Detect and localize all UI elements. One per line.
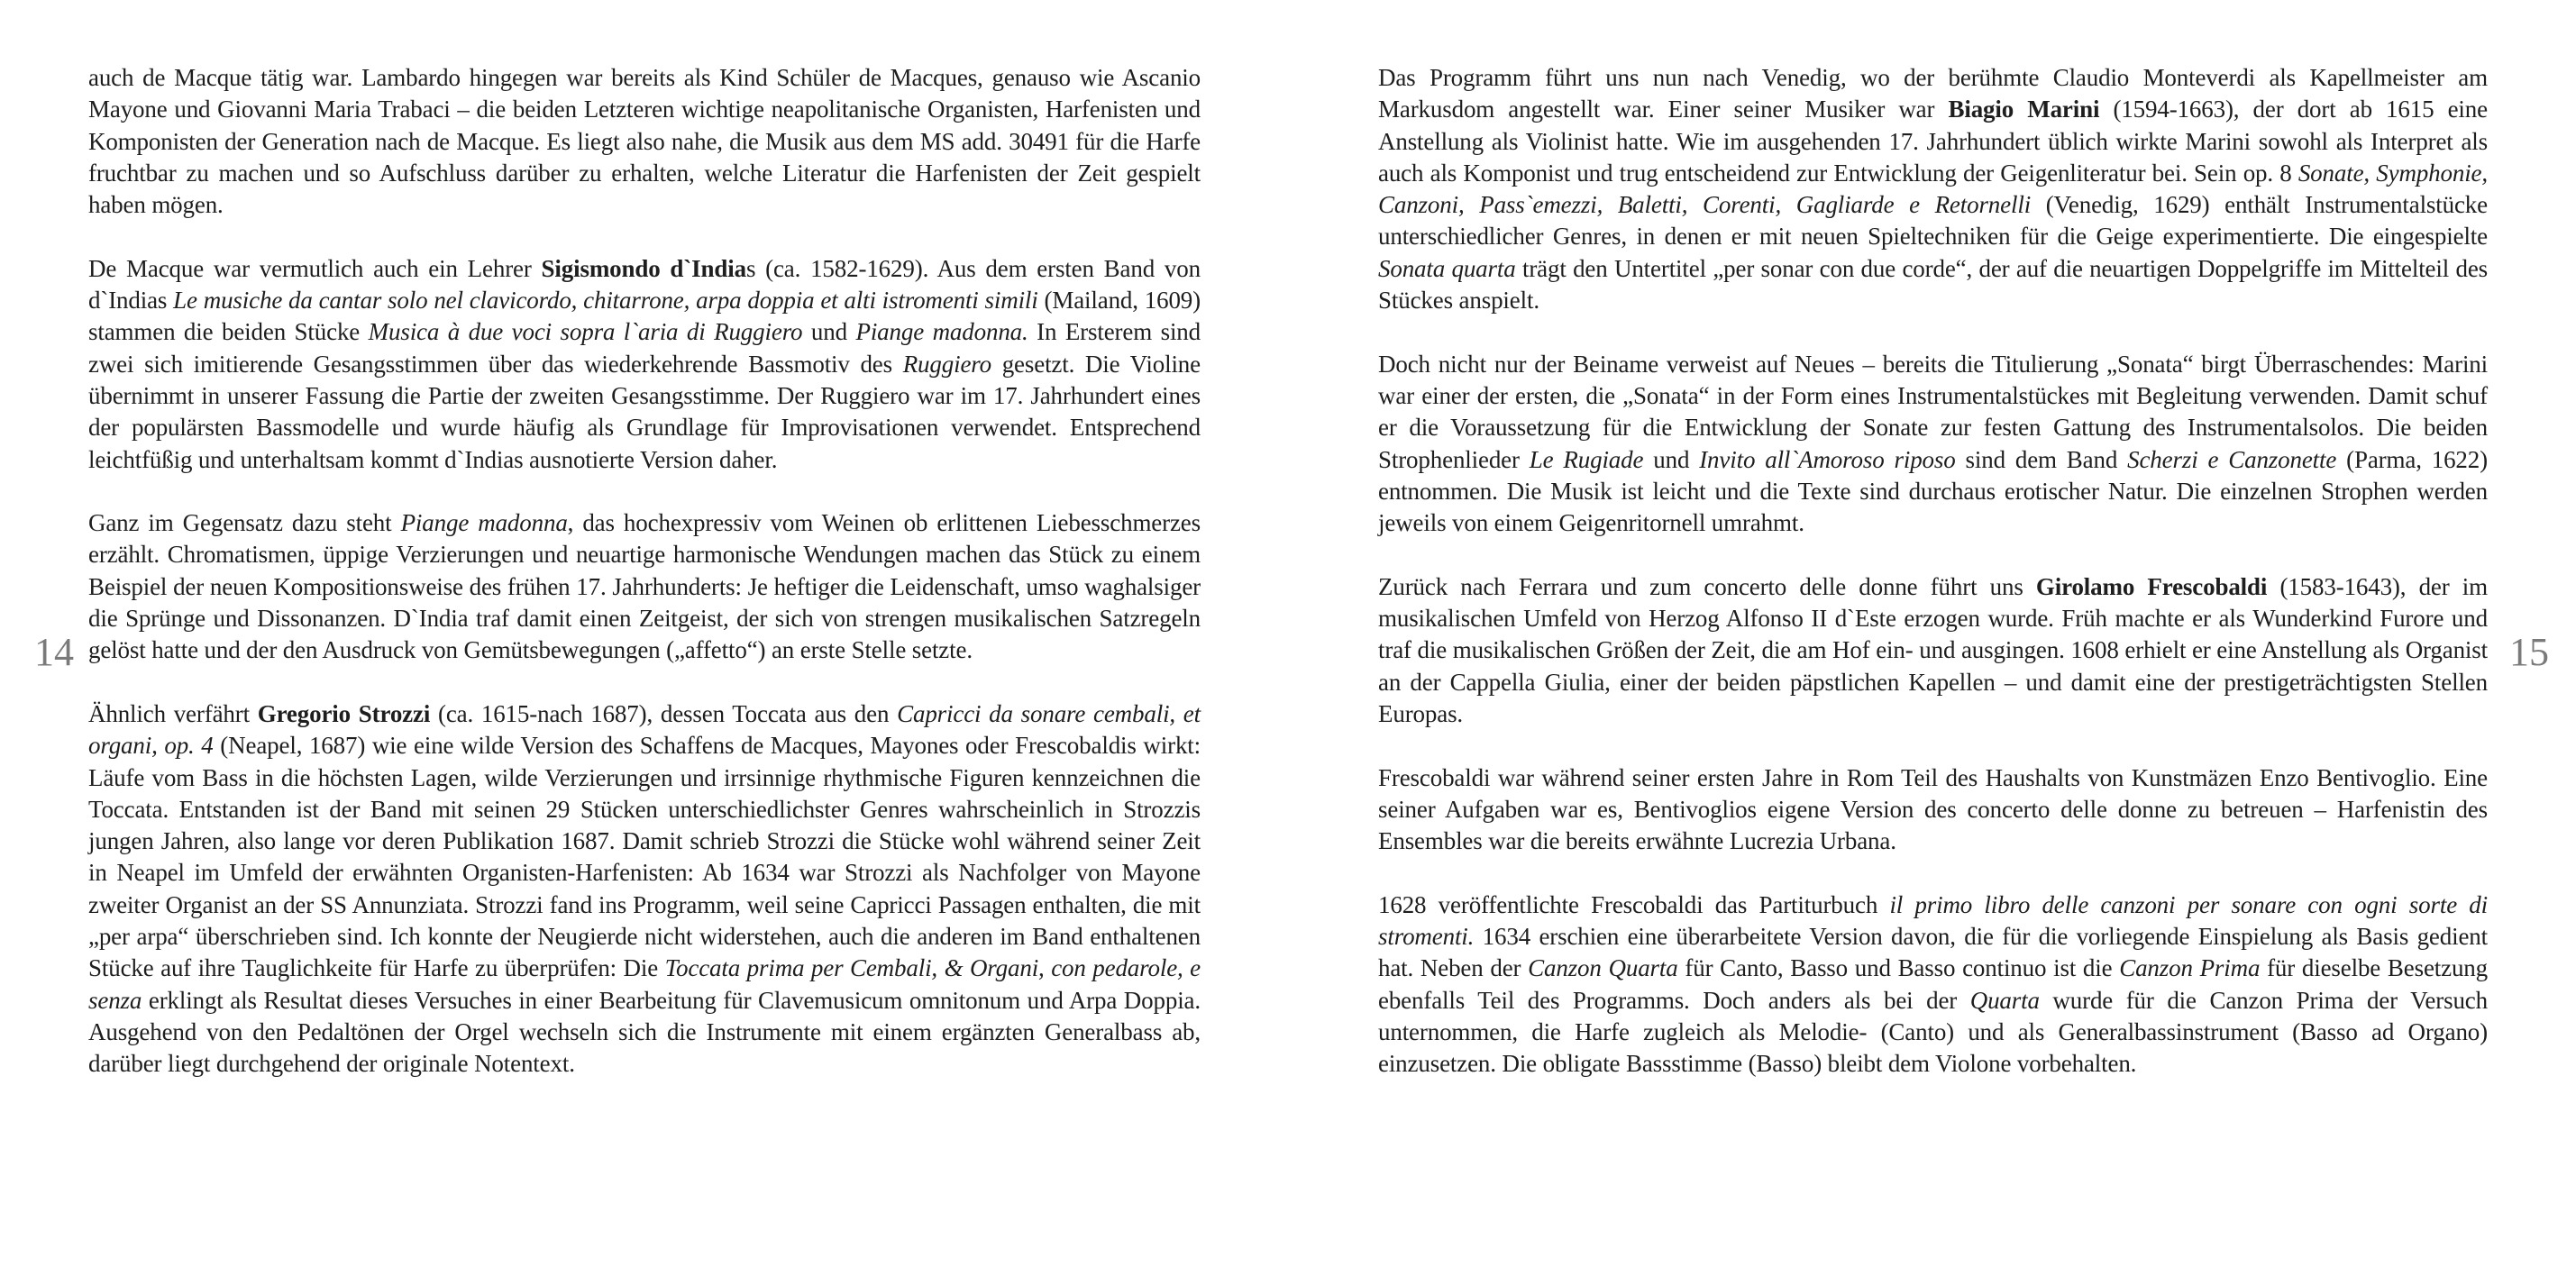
text-run: 1634 erschien eine überarbeitete Version davon, die für die vorliegende Einspielung als Basis gedient hat. Neben der xyxy=(1378,923,2488,982)
work-title: Quarta xyxy=(1969,986,2040,1014)
text-run: In Ersterem sind zwei sich imitierende Gesangsstimmen über das wiederkehrende Bassmotiv des xyxy=(88,318,1201,378)
text-run: Ähnlich verfährt xyxy=(88,699,258,727)
text-run: (Parma, 1622) entnommen. Die Musik ist leicht und die Texte sind durchaus erotischer Natur. Die einzelnen Strophen werden jeweils von einem Geigenritornell umrahmt. xyxy=(1378,445,2488,537)
paragraph xyxy=(88,253,1201,476)
text-run: Frescobaldi war während seiner ersten Jahre in Rom Teil des Haushalts von Kunstmäzen Enzo Bentivoglio. Eine seiner Aufgaben war es, Bentivoglios eigene Version des concerto delle donne zu betreuen – Harfenistin des Ensembles war die bereits erwähnte Lucrezia Urbana. xyxy=(1378,763,2488,855)
work-title: Ruggiero xyxy=(902,350,991,378)
text-run: De Macque war vermutlich auch ein Lehrer xyxy=(88,254,542,282)
work-title: Toccata prima per Cembali, & Organi, con pedarole, e senza xyxy=(88,954,1201,1014)
work-title: Musica à due voci sopra l`aria di Ruggiero xyxy=(368,318,803,346)
text-run: Doch nicht nur der Beiname verweist auf Neues – bereits die Titulierung „Sonata“ birgt Überraschendes: Marini war einer der ersten, die „Sonata“ in der Form eines Instrumentalstückes mit Begleitung verwenden. Damit schuf er die Voraussetzung für die Entwicklung der Sonate zur festen Gattung des Instrumentalsolos. Die beiden Strophenlieder xyxy=(1378,350,2488,473)
work-title: Invito all`Amoroso riposo xyxy=(1699,445,1956,473)
text-run: Das Programm führt uns nun nach Venedig, wo der berühmte Claudio Monteverdi als Kapellmeister am Markusdom angestellt war. Einer seiner Musiker war xyxy=(1378,64,2488,123)
text-run: und xyxy=(802,318,856,346)
work-title: Scherzi e Canzonette xyxy=(2127,445,2337,473)
text-run: Ganz im Gegensatz dazu steht xyxy=(88,509,401,537)
work-title: Piange madonna xyxy=(400,509,568,537)
text-run: (Mailand, 1609) stammen die beiden Stücke xyxy=(88,287,1201,346)
work-title: Sonate, Symphonie, Canzoni, Pass`emezzi, Baletti, Corenti, Gagliarde e Retornelli xyxy=(1378,159,2488,219)
paragraph xyxy=(88,507,1201,666)
paragraph xyxy=(1378,349,2488,540)
work-title: Canzon Prima xyxy=(2119,954,2261,982)
page-number-right: 15 xyxy=(2509,630,2549,674)
work-title: il primo libro delle canzoni per sonare con ogni sorte di stromenti. xyxy=(1378,890,2488,951)
work-title: Le musiche da cantar solo nel clavicordo, chitarrone, arpa doppia et alti istromenti simili xyxy=(173,287,1038,315)
composer-name: Girolamo Frescobaldi xyxy=(2035,572,2268,600)
work-title: Capricci da sonare cembali, et organi, op. 4 xyxy=(88,699,1201,760)
work-title: Canzon Quarta xyxy=(1528,954,1678,982)
composer-name: Biagio Marini xyxy=(1948,96,2100,123)
text-run: erklingt als Resultat dieses Versuches in einer Bearbeitung für Clavemusicum omnitonum und Arpa Doppia. Ausgehend von den Pedaltönen der Orgel wechseln sich die Instrumente mit einem ergänzten Generalbass ab, darüber liegt durchgehend der originale Notentext. xyxy=(88,986,1201,1078)
text-run: für Canto, Basso und Basso continuo ist die xyxy=(1677,954,2120,982)
text-run: sind dem Band xyxy=(1955,445,2128,473)
composer-name: Sigismondo d`India xyxy=(541,254,746,282)
paragraph xyxy=(1378,762,2488,858)
text-run: (Neapel, 1687) wie eine wilde Version des Schaffens de Macques, Mayones oder Frescobaldis wirkt: Läufe vom Bass in die höchsten Lagen, wilde Verzierungen und irrsinnige rhythmische Figuren kennzeichnen die Toccata. Entstanden ist der Band mit seinen 29 Stücken unterschiedlichster Genres wahrscheinlich in Strozzis jungen Jahren, also lange vor deren Publikation 1687. Damit schrieb Strozzi die Stücke wohl während seiner Zeit in Neapel im Umfeld der erwähnten Organisten-Harfenisten: Ab 1634 war Strozzi als Nachfolger von Mayone zweiter Organist an der SS Annunziata. Strozzi fand ins Programm, weil seine Capricci Passagen enthalten, die mit „per arpa“ überschrieben sind. Ich konnte der Neugierde nicht widerstehen, auch die anderen im Band enthaltenen Stücke auf ihre Tauglichkeite für Harfe zu überprüfen: Die xyxy=(88,732,1201,982)
work-title: Le Rugiade xyxy=(1529,445,1644,473)
paragraph xyxy=(88,698,1201,1081)
page-number-left: 14 xyxy=(34,630,74,674)
text-run: gesetzt. Die Violine übernimmt in unserer Fassung die Partie der zweiten Gesangsstimme. Der Ruggiero war im 17. Jahrhundert eines der populärsten Bassmodelle und wurde häufig als Grundlage für Improvisationen verwendet. Entsprechend leichtfüßig und unterhaltsam kommt d`Indias ausnotierte Version daher. xyxy=(88,350,1201,473)
left-page-text-column xyxy=(88,62,1201,1081)
composer-name: Gregorio Strozzi xyxy=(257,699,431,727)
text-run: 1628 veröffentlichte Frescobaldi das Partiturbuch xyxy=(1378,890,1890,918)
text-run: Zurück nach Ferrara und zum concerto delle donne führt uns xyxy=(1378,572,2036,600)
text-run: (1594-1663), der dort ab 1615 eine Anstellung als Violinist hatte. Wie im ausgehenden 17. Jahrhundert üblich wirkte Marini sowohl als Interpret als auch als Komponist und trug entscheidend zur Entwicklung der Geigenliteratur bei. Sein op. 8 xyxy=(1378,96,2488,187)
text-run: wurde für die Canzon Prima der Versuch unternommen, die Harfe zugleich als Melodie- (Canto) und als Generalbassinstrument (Basso ad Organo) einzusetzen. Die obligate Bassstimme (Basso) bleibt dem Violone vorbehalten. xyxy=(1378,986,2488,1078)
text-run: auch de Macque tätig war. Lambardo hingegen war bereits als Kind Schüler de Macques, genauso wie Ascanio Mayone und Giovanni Maria Trabaci – die beiden Letzteren wichtige neapolitanische Organisten, Harfenisten und Komponisten der Generation nach de Macque. Es liegt also nahe, die Musik aus dem MS add. 30491 für die Harfe fruchtbar zu machen und so Aufschluss darüber zu erhalten, welche Literatur die Harfenisten der Zeit gespielt haben mögen. xyxy=(88,64,1201,219)
work-title: Sonata quarta xyxy=(1378,254,1516,282)
text-run: (Venedig, 1629) enthält Instrumentalstücke unterschiedlicher Genres, in denen er mit neuen Spieltechniken für die Geige experimentierte. Die eingespielte xyxy=(1378,191,2488,251)
work-title: Piange madonna. xyxy=(855,318,1028,346)
text-run: (ca. 1615-nach 1687), dessen Toccata aus den xyxy=(430,699,898,727)
text-run: (1583-1643), der im musikalischen Umfeld von Herzog Alfonso II d`Este erzogen wurde. Früh machte er als Wunderkind Furore und traf die musikalischen Größen der Zeit, die am Hof ein- und ausgingen. 1608 erhielt er eine Anstellung als Organist an der Cappella Giulia, einer der beiden päpstlichen Kapellen – und damit eine der prestigeträchtigsten Stellen Europas. xyxy=(1378,572,2488,727)
text-run: s (ca. 1582-1629). Aus dem ersten Band von d`Indias xyxy=(88,254,1201,315)
text-run: für dieselbe Besetzung ebenfalls Teil des Programms. Doch anders als bei der xyxy=(1378,954,2489,1014)
paragraph xyxy=(1378,62,2488,316)
paragraph xyxy=(88,62,1201,221)
paragraph xyxy=(1378,889,2488,1081)
paragraph xyxy=(1378,571,2488,730)
text-run: , das hochexpressiv vom Weinen ob erlittenen Liebesschmerzes erzählt. Chromatismen, üppige Verzierungen und neuartige harmonische Wendungen machen das Stück zu einem Beispiel der neuen Kompositionsweise des frühen 17. Jahrhunderts: Je heftiger die Leidenschaft, umso waghalsiger die Sprünge und Dissonanzen. D`India traf damit einen Zeitgeist, der sich von strengen musikalischen Satzregeln gelöst hatte und der den Ausdruck von Gemütsbewegungen („affetto“) an erste Stelle setzte. xyxy=(88,509,1201,664)
text-run: trägt den Untertitel „per sonar con due corde“, der auf die neuartigen Doppelgriffe im Mittelteil des Stückes anspielt. xyxy=(1378,254,2489,315)
right-page-text-column xyxy=(1378,62,2488,1081)
text-run: und xyxy=(1643,445,1700,473)
